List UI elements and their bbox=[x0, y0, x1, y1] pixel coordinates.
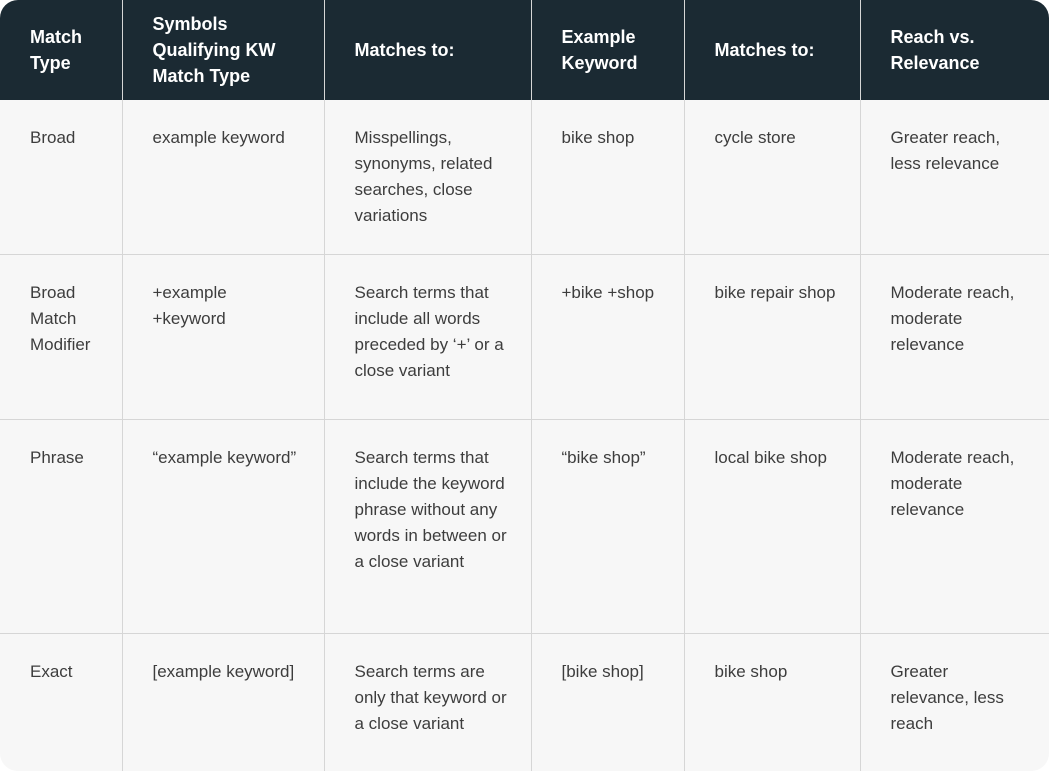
cell-example-keyword: bike shop bbox=[531, 100, 684, 254]
cell-example-matches: bike shop bbox=[684, 633, 860, 771]
cell-example-keyword: [bike shop] bbox=[531, 633, 684, 771]
cell-symbols: [example keyword] bbox=[122, 633, 324, 771]
cell-symbols: +example +keyword bbox=[122, 254, 324, 419]
header-reach-relevance: Reach vs. Relevance bbox=[890, 27, 980, 73]
header-symbols: Symbols Qualifying KW Match Type bbox=[122, 0, 324, 100]
cell-match-type: Broad Match Modifier bbox=[0, 254, 122, 419]
cell-example-matches: cycle store bbox=[684, 100, 860, 254]
cell-reach-relevance: Moderate reach, moderate relevance bbox=[860, 419, 1049, 633]
cell-matches-to: Misspellings, synonyms, related searches, close variations bbox=[324, 100, 531, 254]
cell-matches-to: Search terms are only that keyword or a close variant bbox=[324, 633, 531, 771]
table-row bbox=[0, 254, 1049, 419]
cell-match-type: Broad bbox=[0, 100, 122, 254]
cell-example-matches: bike repair shop bbox=[684, 254, 860, 419]
cell-matches-to: Search terms that include the keyword phrase without any words in between or a close variant bbox=[324, 419, 531, 633]
header-match-type: Match Type bbox=[0, 0, 122, 100]
table-row bbox=[0, 419, 1049, 633]
cell-match-type: Phrase bbox=[0, 419, 122, 633]
header-example-matches: Matches to: bbox=[684, 0, 860, 100]
table-header-row bbox=[0, 0, 1049, 100]
table-row bbox=[0, 100, 1049, 254]
header-matches-to: Matches to: bbox=[324, 0, 531, 100]
cell-matches-to: Search terms that include all words preceded by ‘+’ or a close variant bbox=[324, 254, 531, 419]
cell-reach-relevance: Greater relevance, less reach bbox=[860, 633, 1049, 771]
header-example-keyword: Example Keyword bbox=[531, 0, 684, 100]
cell-symbols: “example keyword” bbox=[122, 419, 324, 633]
table-row bbox=[0, 633, 1049, 771]
cell-match-type: Exact bbox=[0, 633, 122, 771]
cell-example-keyword: +bike +shop bbox=[531, 254, 684, 419]
cell-symbols: example keyword bbox=[122, 100, 324, 254]
cell-reach-relevance: Greater reach, less relevance bbox=[860, 100, 1049, 254]
cell-reach-relevance: Moderate reach, moderate relevance bbox=[860, 254, 1049, 419]
cell-example-keyword: “bike shop” bbox=[531, 419, 684, 633]
cell-example-matches: local bike shop bbox=[684, 419, 860, 633]
